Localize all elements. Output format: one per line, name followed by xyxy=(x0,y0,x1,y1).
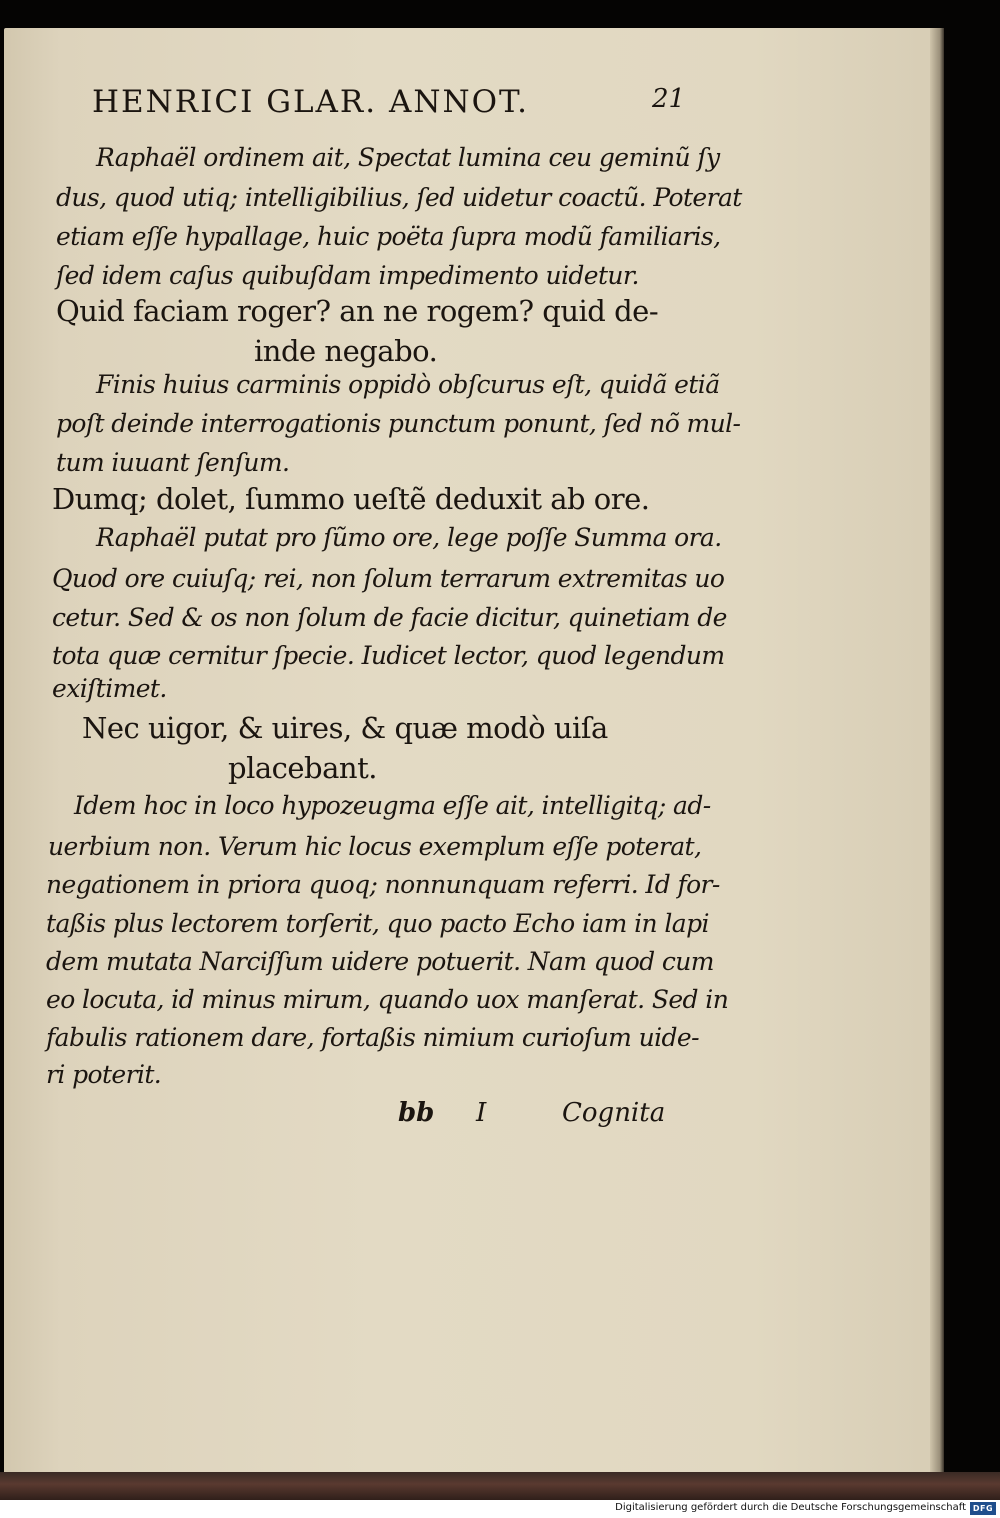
text-line: tota quæ cernitur ſpecie. Iudicet lector, quod legendum xyxy=(52,641,725,670)
text-line: Finis huius carminis oppidò obſcurus eſt, quidã etiã xyxy=(96,370,720,399)
text-line: tum iuuant ſenſum. xyxy=(56,448,290,477)
text-line: exiſtimet. xyxy=(52,674,167,703)
page-bottom-shadow xyxy=(0,1472,1000,1502)
text-line: etiam eſſe hypallage, huic poëta ſupra modũ familiaris, xyxy=(56,222,721,251)
verse-line: Dumq; dolet, ſummo ueſtẽ deduxit ab ore. xyxy=(52,482,650,516)
verse-line: Nec uigor, & uires, & quæ modò uiſa xyxy=(82,711,608,745)
text-line: cetur. Sed & os non ſolum de facie dicitur, quinetiam de xyxy=(52,603,727,632)
text-line: uerbium non. Verum hic locus exemplum eſſe poterat, xyxy=(48,832,702,861)
text-line: Raphaël putat pro ſũmo ore, lege poſſe Summa ora. xyxy=(96,523,722,552)
verse-line: placebant. xyxy=(228,751,377,785)
text-line: taßis plus lectorem torſerit, quo pacto Echo iam in lapi xyxy=(46,909,709,938)
page-edge xyxy=(930,28,944,1478)
text-line: Raphaël ordinem ait, Spectat lumina ceu geminũ ſy xyxy=(96,143,720,172)
folio-number: 21 xyxy=(652,84,686,114)
text-line: negationem in priora quoq; nonnunquam referri. Id for- xyxy=(46,870,720,899)
text-line: eo locuta, id minus mirum, quando uox manſerat. Sed in xyxy=(46,985,729,1014)
signature-number: I xyxy=(476,1098,487,1128)
text-line: poſt deinde interrogationis punctum ponunt, ſed nõ mul- xyxy=(56,409,741,438)
catchword: Cognita xyxy=(562,1098,666,1128)
text-line: dus, quod utiq; intelligibilius, ſed uidetur coactũ. Poterat xyxy=(56,183,742,212)
text-line: Quod ore cuiuſq; rei, non ſolum terrarum extremitas uo xyxy=(52,564,725,593)
signature-mark: bb xyxy=(398,1098,435,1128)
text-line: dem mutata Narciſſum uidere potuerit. Nam quod cum xyxy=(46,947,714,976)
footer-bar xyxy=(0,1500,1000,1518)
text-line: Idem hoc in loco hypozeugma eſſe ait, intelligitq; ad- xyxy=(74,791,711,820)
verse-line: inde negabo. xyxy=(254,334,438,368)
verse-line: Quid faciam roger? an ne rogem? quid de- xyxy=(56,294,659,328)
funding-credit: Digitalisierung gefördert durch die Deutsche Forschungsgemeinschaft xyxy=(615,1502,966,1513)
dfg-logo-icon: DFG xyxy=(970,1502,996,1515)
text-line: fabulis rationem dare, fortaßis nimium curioſum uide- xyxy=(46,1023,699,1052)
running-title: HENRICI GLAR. ANNOT. xyxy=(92,84,530,120)
text-line: ri poterit. xyxy=(46,1060,162,1089)
text-line: ſed idem caſus quibuſdam impedimento uidetur. xyxy=(56,261,639,290)
